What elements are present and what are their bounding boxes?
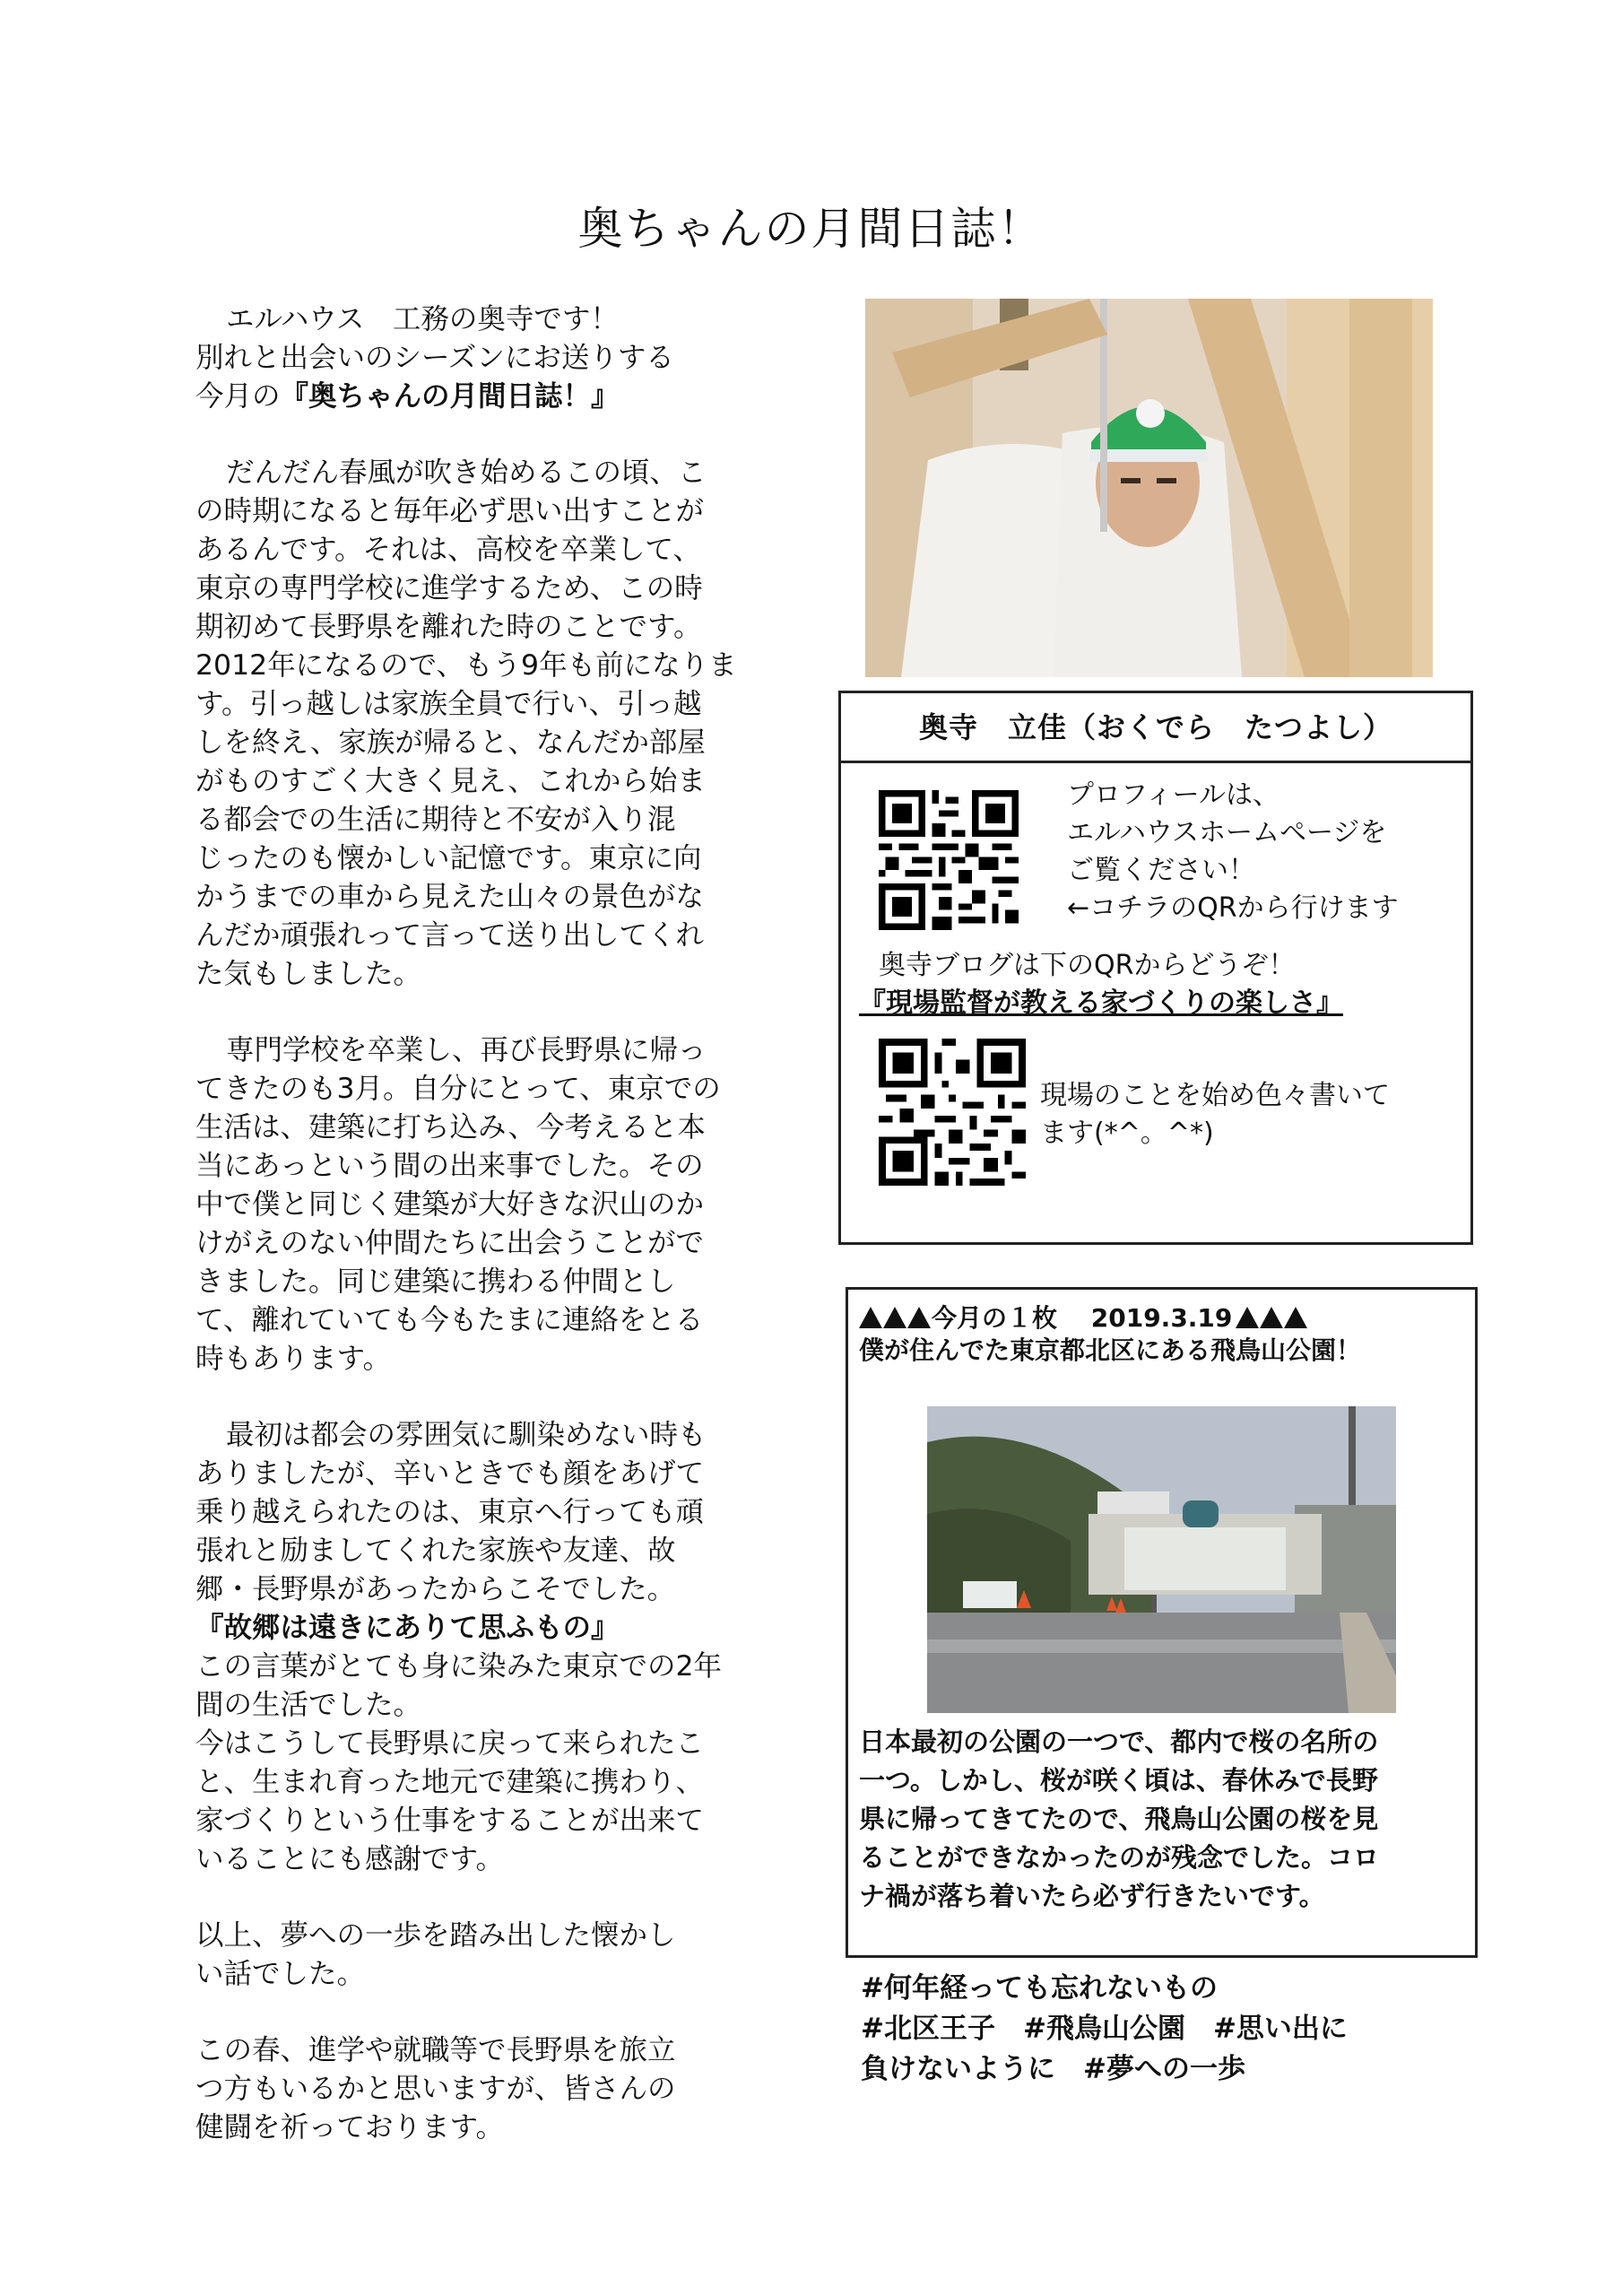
article-body [195,300,769,2147]
paragraph-2: 専門学校を卒業し、再び長野県に帰っ てきたのも3月。自分にとって、東京での 生活は、建築に打ち込み、今考えると本 当にあっという間の出来事でした。その 中で僕と同じく建築が大好きな沢山のか けがえのない仲間たちに出会うことがで きました。同じ建築に携わる仲間とし て、離れていても今もたまに連絡をとる 時もあります。 [195,1034,721,1375]
blog-title[interactable]: 『現場監督が教える家づくりの楽しさ』 [859,987,1343,1019]
photo-of-month-box [846,1287,1478,1958]
hashtag-line: #北区王子 #飛鳥山公園 #思い出に [861,2013,1348,2045]
blog-text: 現場のことを始め色々書いて ます(*^。^*) [1040,1080,1390,1149]
photo-subtitle: 僕が住んでた東京都北区にある飛鳥山公園！ [859,1335,1362,1365]
hashtag-line: #何年経っても忘れないもの [861,1972,1218,2005]
worker-photo [865,299,1433,677]
paragraph-6: この春、進学や就職等で長野県を旅立 つ方もいるかと思いますが、皆さんの 健闘を祈っております。 [195,2034,676,2144]
paragraph-3: 最初は都会の雰囲気に馴染めない時も ありましたが、辛いときでも顔をあげて 乗り越えられたのは、東京へ行っても頑 張れと励ましてくれた家族や友達、故 郷・長野県があったからこそでした。 『故郷は遠きにありて思ふもの』 この言葉がとても身に染みた東京での2年 間の生活でした。 今はこうして長野県に戻って来られたこ と、生まれ育った地元で建築に携わり、 家づくりという仕事をすることが出来て いることにも感謝です。 [195,1416,769,1879]
qr-code-icon[interactable] [879,1039,1026,1186]
profile-name: 奥寺 立佳（おくでら たつよし） [841,693,1470,763]
hashtag-line: 負けないように #夢への一歩 [861,2053,1245,2085]
hashtags [861,1969,1470,2090]
intro-line: エルハウス 工務の奥寺です！ [226,303,619,335]
triangle-icon [883,1307,906,1328]
quote: 『故郷は遠きにありて思ふもの』 [195,1612,620,1644]
profile-box [838,691,1473,1245]
photo-description: 日本最初の公園の一つで、都内で桜の名所の 一つ。しかし、桜が咲く頃は、春休みで長野 県に帰ってきてたので、飛鳥山公園の桜を見 ることができなかったのが残念でした。コロ ナ禍が落ち着いたら必ず行きたいです。 [859,1726,1380,1911]
triangle-icon [1284,1307,1307,1328]
profile-qr-text: プロフィールは、 エルハウスホームページを ご覧ください！ ←コチラのQRから行けます [1067,779,1399,924]
triangle-icon [1260,1307,1283,1328]
triangle-icon [1236,1307,1259,1328]
photo-of-month-header: 今月の１枚 2019.3.19 僕が住んでた東京都北区にある飛鳥山公園！ [859,1302,1469,1367]
page-title: 奥ちゃんの月間日誌！ [577,203,1045,255]
paragraph-1: だんだん春風が吹き始めるこの頃、こ の時期になると毎年必ず思い出すことが あるんです。それは、高校を卒業して、 東京の専門学校に進学するため、この時 期初めて長野県を離れた時のことです。 2012年になるので、もう9年も前になりま す。引っ越しは家族全員で行い、引っ越 しを終え、家族が帰ると、なんだか部屋 がものすごく大きく見え、これから始ま る都会での生活に期待と不安が入り混 じったのも懐かしい記憶です。東京に向 かうまでの車から見えた山々の景色がな んだか頑張れって言って送り出してくれ た気もしました。 [195,457,737,990]
intro-line: 今月の『奥ちゃんの月間日誌！』 [195,380,620,413]
blog-intro: 奥寺ブログは下のQRからどうぞ！ [879,950,1296,981]
qr-code-icon[interactable] [879,790,1019,930]
paragraph-5: 以上、夢への一歩を踏み出した懐かし い話でした。 [195,1919,676,1990]
intro-line: 別れと出会いのシーズンにお送りする [195,342,674,374]
triangle-icon [907,1307,931,1328]
triangle-icon [859,1307,882,1328]
park-photo [927,1406,1396,1713]
